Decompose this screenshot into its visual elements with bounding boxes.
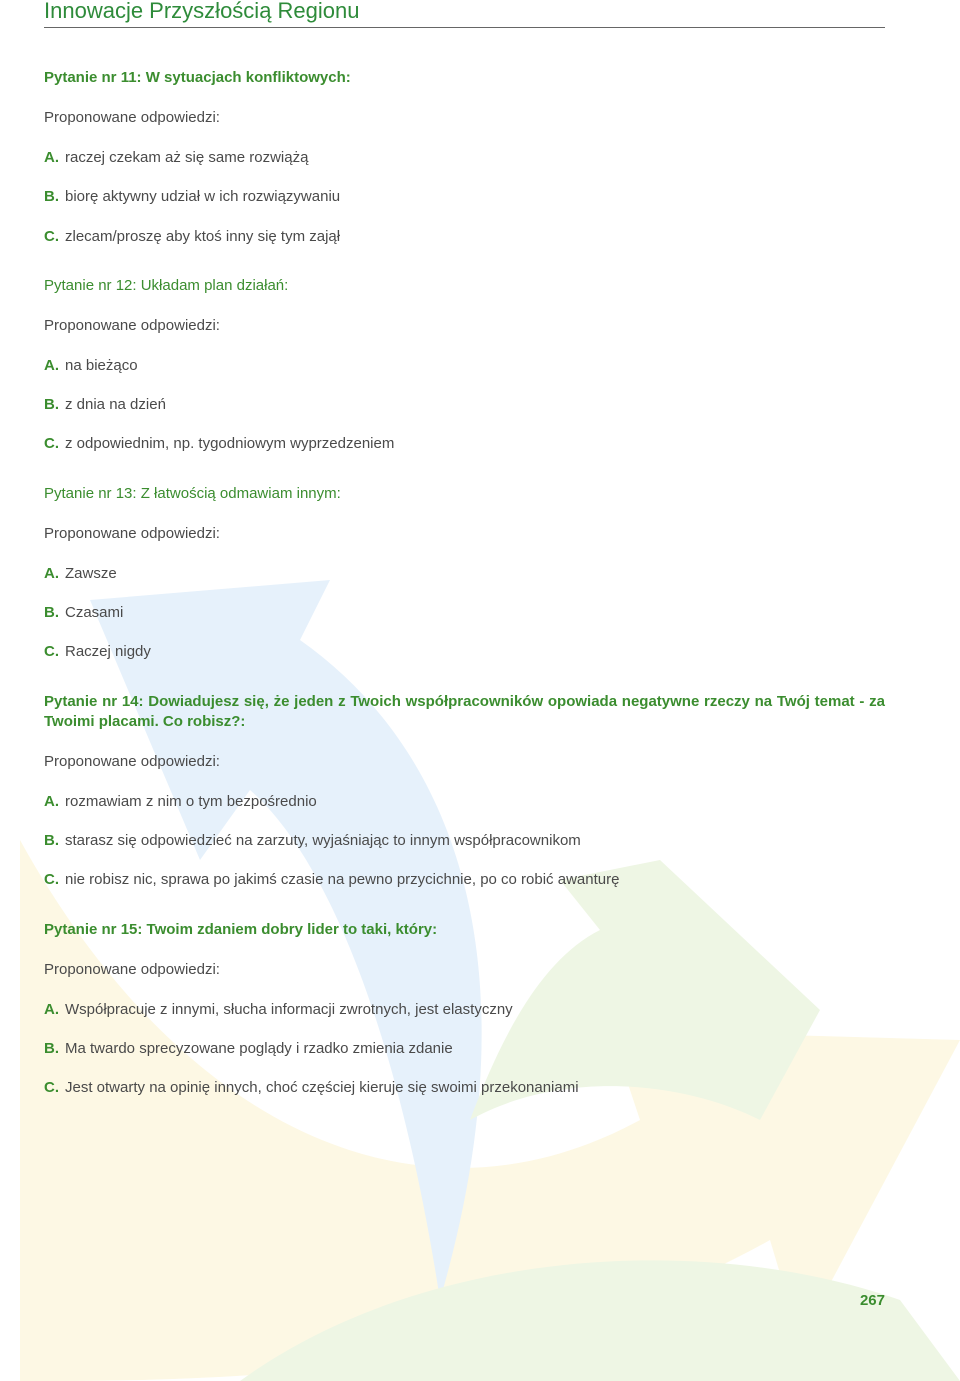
answer-option-a [44, 356, 885, 395]
answer-option-c [44, 227, 885, 266]
header-divider [44, 27, 885, 28]
answer-text: Ma twardo sprecyzowane poglądy i rzadko zmienia zdanie [65, 1039, 453, 1057]
answer-text: biorę aktywny udział w ich rozwiązywaniu [65, 188, 341, 206]
answer-letter: A. [44, 1000, 59, 1018]
answer-option-b [44, 831, 885, 870]
proposed-answers-label: Proponowane odpowiedzi: [44, 316, 220, 334]
answer-text: na bieżąco [65, 356, 138, 374]
proposed-answers-label: Proponowane odpowiedzi: [44, 109, 220, 126]
answer-letter: B. [44, 396, 59, 414]
page-header-title: Innowacje Przyszłością Regionu [44, 0, 360, 23]
question-title: Pytanie nr 13: Z łatwością odmawiam innym: [44, 484, 341, 502]
answer-letter: A. [44, 149, 59, 166]
proposed-answers-label: Proponowane odpowiedzi: [44, 752, 220, 770]
answer-text: Zawsze [65, 564, 117, 582]
answer-letter: B. [44, 604, 59, 622]
answer-letter: A. [44, 564, 59, 582]
answer-text: z dnia na dzień [65, 396, 166, 414]
answer-text: Czasami [65, 604, 124, 622]
question-title: Pytanie nr 14: Dowiadujesz się, że jeden z Twoich współpracowników opowiada negatywne rzeczy na Twój temat - za Twoimi placami. Co robisz?: [44, 692, 885, 730]
answer-letter: C. [44, 435, 59, 453]
answer-letter: A. [44, 356, 59, 374]
answer-option-a [44, 792, 885, 831]
questionnaire-content [44, 68, 885, 1127]
answer-option-a [44, 1000, 885, 1039]
answer-letter: A. [44, 792, 59, 810]
answer-option-c [44, 1078, 885, 1117]
question-block-12 [44, 276, 885, 474]
question-block-15 [44, 920, 885, 1118]
answer-text: raczej czekam aż się same rozwiążą [65, 149, 309, 166]
answer-option-b [44, 187, 885, 226]
page-number: 267 [859, 1292, 885, 1309]
answer-letter: C. [44, 643, 59, 661]
answer-option-a [44, 148, 885, 187]
answer-letter: B. [44, 831, 59, 849]
question-title: Pytanie nr 11: W sytuacjach konfliktowych: [44, 69, 351, 86]
answer-option-c [44, 642, 885, 681]
answer-option-b [44, 603, 885, 642]
answer-text: Współpracuje z innymi, słucha informacji zwrotnych, jest elastyczny [65, 1000, 513, 1018]
answer-text: rozmawiam z nim o tym bezpośrednio [65, 792, 317, 810]
question-block-14 [44, 692, 885, 910]
answer-letter: B. [44, 1039, 59, 1057]
question-title: Pytanie nr 12: Układam plan działań: [44, 276, 289, 294]
answer-option-b [44, 1039, 885, 1078]
answer-letter: B. [44, 188, 59, 206]
answer-option-b [44, 395, 885, 434]
question-block-11 [44, 68, 885, 266]
answer-option-a [44, 564, 885, 603]
answer-text: Raczej nigdy [65, 643, 151, 661]
proposed-answers-label: Proponowane odpowiedzi: [44, 960, 220, 978]
answer-text: nie robisz nic, sprawa po jakimś czasie na pewno przycichnie, po co robić awanturę [65, 871, 620, 889]
question-block-13 [44, 484, 885, 682]
answer-option-c [44, 870, 885, 909]
answer-text: Jest otwarty na opinię innych, choć częściej kieruje się swoimi przekonaniami [65, 1079, 579, 1097]
answer-option-c [44, 434, 885, 473]
answer-letter: C. [44, 227, 59, 245]
proposed-answers-label: Proponowane odpowiedzi: [44, 524, 220, 542]
answer-text: starasz się odpowiedzieć na zarzuty, wyjaśniając to innym współpracownikom [65, 831, 581, 849]
answer-letter: C. [44, 871, 59, 889]
answer-letter: C. [44, 1079, 59, 1097]
answer-text: z odpowiednim, np. tygodniowym wyprzedzeniem [65, 435, 395, 453]
question-title: Pytanie nr 15: Twoim zdaniem dobry lider to taki, który: [44, 920, 438, 938]
answer-text: zlecam/proszę aby ktoś inny się tym zajął [65, 227, 341, 245]
